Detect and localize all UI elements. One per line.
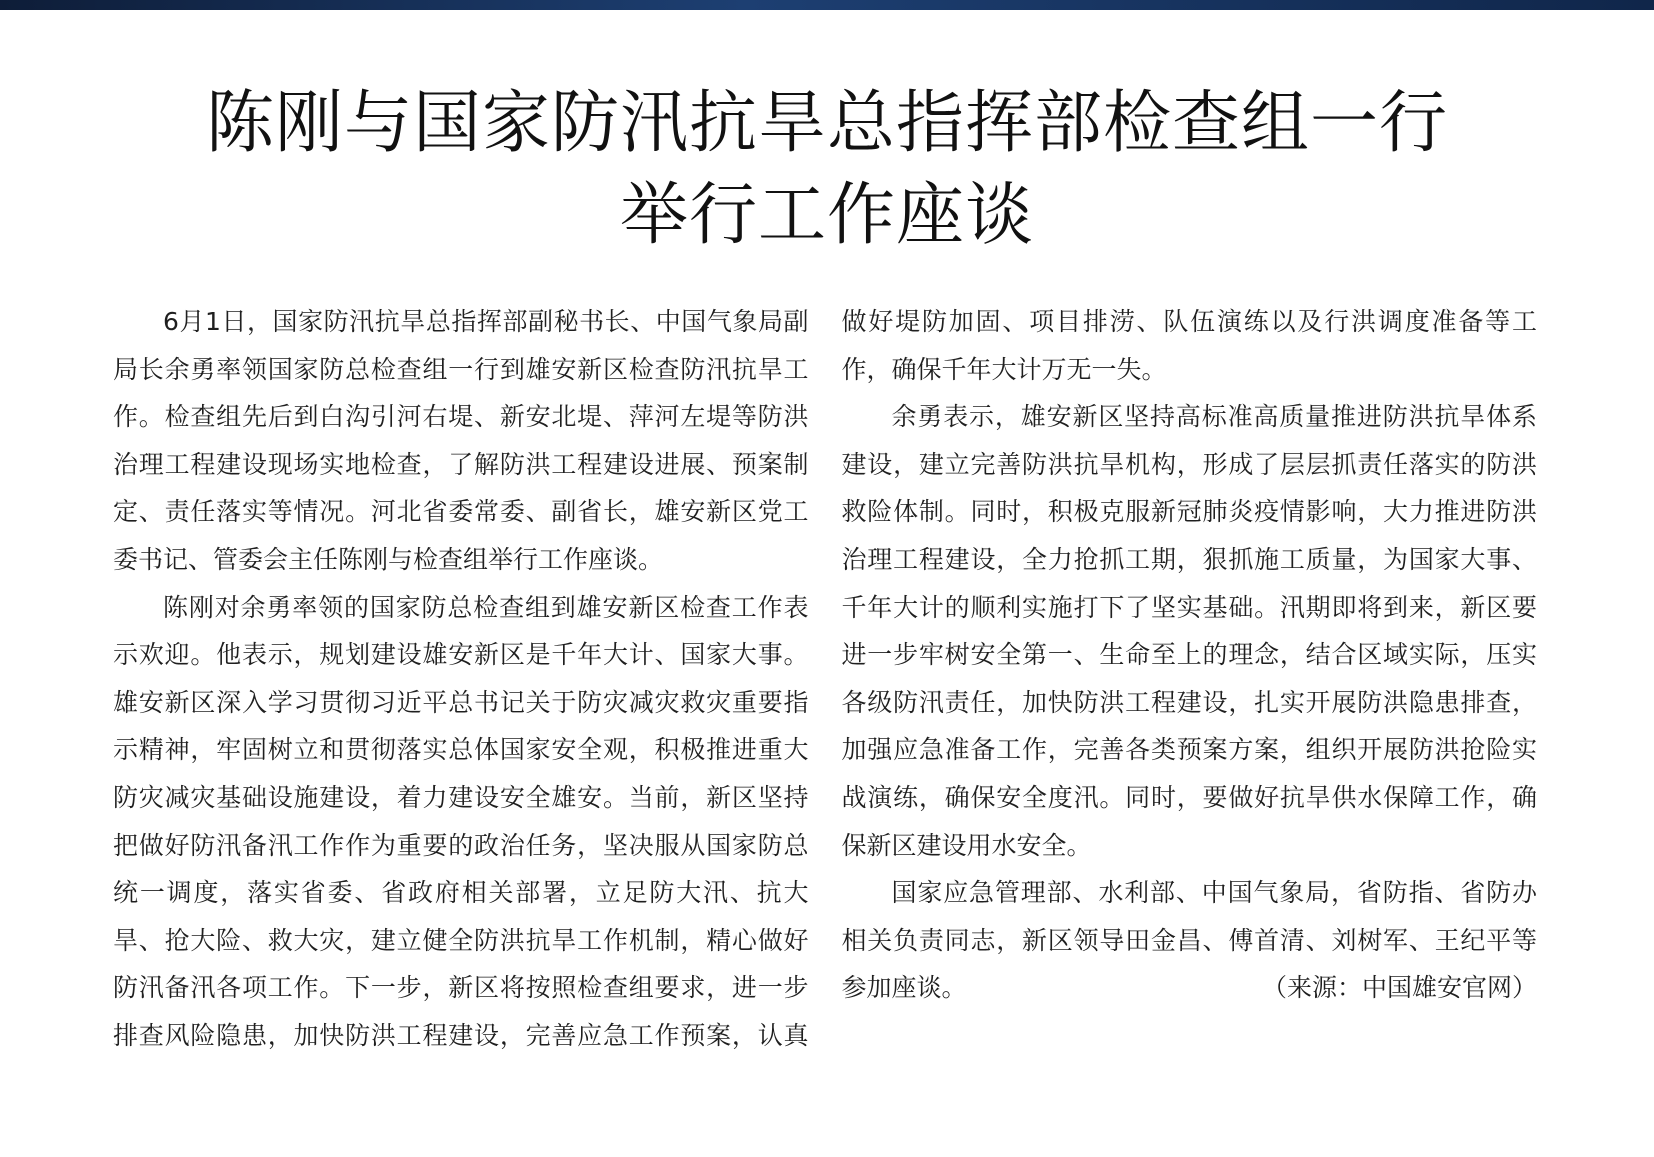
article-title-line-2: 举行工作座谈 [619,176,1034,255]
article-title [160,78,1494,262]
article-title-line-1: 陈刚与国家防汛抗旱总指挥部检查组一行 [205,84,1448,163]
article-paragraph-4-text: 国家应急管理部、水利部、中国气象局，省防指、省防办相关负责同志，新区领导田金昌、傅首清、刘树军、王纪平等参加座谈。 [841,878,1537,1003]
top-decorative-bar [0,0,1654,10]
article-source: （来源：中国雄安官网） [1261,973,1537,1003]
article-paragraph-3: 余勇表示，雄安新区坚持高标准高质量推进防洪抗旱体系建设，建立完善防洪抗旱机构，形成了层层抓责任落实的防洪救险体制。同时，积极克服新冠肺炎疫情影响，大力推进防洪治理工程建设，全力抢抓工期，狠抓施工质量，为国家大事、千年大计的顺利实施打下了坚实基础。汛期即将到来，新区要进一步牢树安全第一、生命至上的理念，结合区域实际，压实各级防汛责任，加快防洪工程建设，扎实开展防洪隐患排查，加强应急准备工作，完善各类预案方案，组织开展防洪抢险实战演练，确保安全度汛。同时，要做好抗旱供水保障工作，确保新区建设用水安全。 [841,402,1537,860]
article-body [113,298,1537,1118]
article-paragraph-4 [842,869,1538,1012]
article-paragraph-1: 6月1日，国家防汛抗旱总指挥部副秘书长、中国气象局副局长余勇率领国家防总检查组一行到雄安新区检查防汛抗旱工作。检查组先后到白沟引河右堤、新安北堤、萍河左堤等防洪治理工程建设现场实地检查，了解防洪工程建设进展、预案制定、责任落实等情况。河北省委常委、副省长，雄安新区党工委书记、管委会主任陈刚与检查组举行工作座谈。 [113,307,809,574]
article-paragraph-2: 陈刚对余勇率领的国家防总检查组到雄安新区检查工作表示欢迎。他表示，规划建设雄安新区是千年大计、国家大事。雄安新区深入学习贯彻习近平总书记关于防灾减灾救灾重要指示精神，牢固树立和贯彻落实总体国家安全观，积极推进重大防灾减灾基础设施建设，着力建设安全雄安。当前，新区坚持把做好防汛备汛工作作为重要的政治任务，坚决服从国家防总统一调度，落实省委、省政府相关部署，立足防大汛、抗大旱、抢大险、救大灾，建立健全防洪抗旱工作机制，精心做好防汛备汛各项工作。下一步，新区将按照检查组要求，进一步排查风险隐患，加快防洪工程建设，完善应急工作预案，认真做好堤防加固、项目排涝、队伍演练以及行洪调度准备等工作，确保千年大计万无一失。 [113,307,1537,1050]
